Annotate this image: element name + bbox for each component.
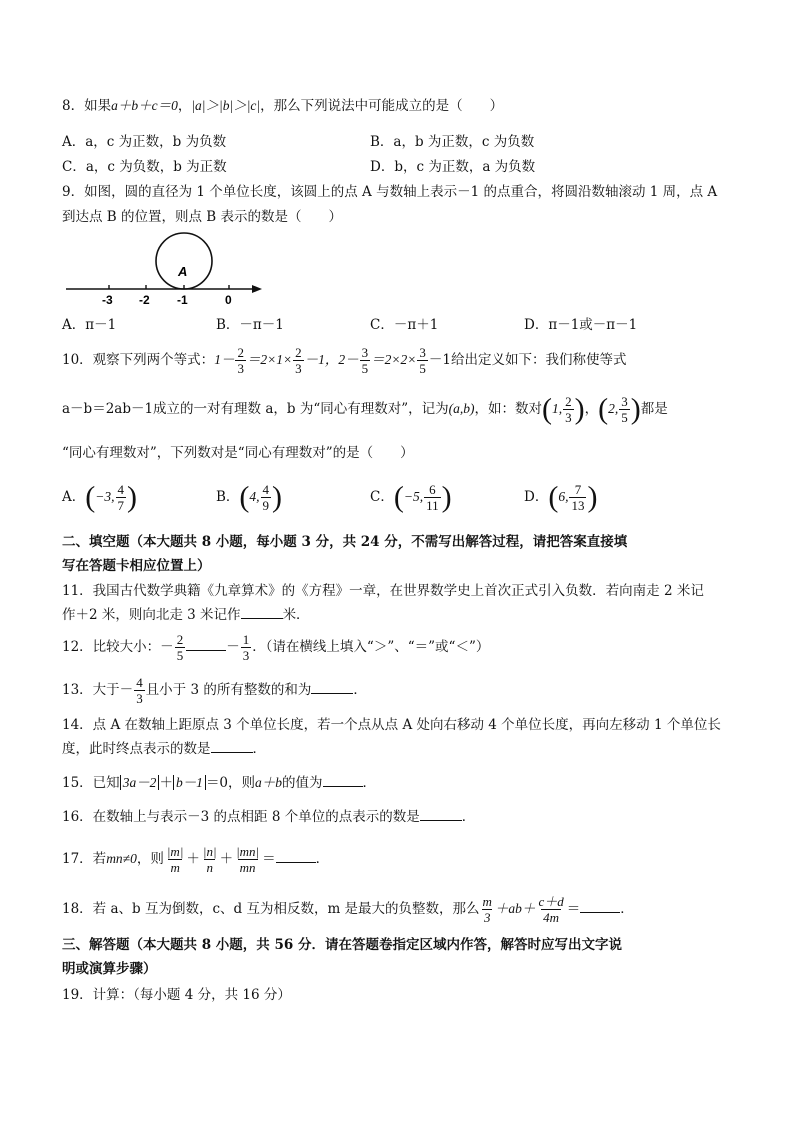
q11-line2: 作＋2 米，则向北走 3 米记作 米．: [62, 607, 310, 623]
q18-answer-blank[interactable]: [580, 900, 620, 913]
q15-line: 15．已知 3a－2 ＋ b－1 ＝0，则a＋b的值为 ．: [62, 775, 377, 791]
q17-line: 17．若mn≠0，则 $\frac{|m|}{m}$ ＋ $\frac{|n|}{n}$ ＋ $\frac{|mn|}{mn}$ ＝ ．: [62, 844, 330, 875]
q8-number: 8．: [62, 98, 85, 114]
q10-eq2-c: －1给出定义如下：我们称使等式: [428, 352, 627, 368]
q9-option-b: B．－π－1: [216, 317, 284, 333]
q10-intro: 10．观察下列两个等式：: [62, 352, 215, 368]
q10-line1: [62, 343, 627, 377]
q13-answer-blank[interactable]: [311, 681, 353, 694]
q9-option-c: C．－π＋1: [370, 317, 439, 333]
q10-eq2-frac-a: $\frac{3}{5}$: [361, 345, 369, 376]
q9-number-line-figure: [62, 228, 272, 308]
q12-answer-blank[interactable]: [186, 638, 226, 651]
q9-tick-label-neg1: -1: [177, 293, 188, 307]
q10-option-a: A．(−3, $\frac{4}{7}$ ): [62, 480, 137, 514]
q10-line2-a: a－b＝2ab－1成立的一对有理数 a，b 为“同心有理数对”，记为: [62, 401, 449, 417]
q18-line: 18．若 a、b 互为倒数，c、d 互为相反数，m 是最大的负整数，那么 $\frac{m}{3}$ ＋ab＋ $\frac{c+d}{4m}$ ＝ ．: [62, 894, 634, 925]
q9-tick-label-0: 0: [225, 293, 232, 307]
q11-line1: 11．我国古代数学典籍《九章算术》的《方程》一章，在世界数学史上首次正式引入负数．若向南走 2 米记: [62, 583, 704, 599]
q14-answer-blank[interactable]: [211, 740, 253, 753]
q12-line: 12．比较大小：－ $\frac{2}{5}$ － $\frac{1}{3}$ ．（请在横线上填入“＞”、“＝”或“＜”）: [62, 632, 490, 663]
q9-axis-arrow: [252, 285, 262, 293]
q10-option-d: D．(6, $\frac{7}{13}$ ): [524, 480, 598, 514]
q8-option-c: C．a，c 为负数，b 为正数: [62, 159, 227, 175]
section2-heading-line1: 二、填空题（本大题共 8 小题，每小题 3 分，共 24 分，不需写出解答过程，请把答案直接填: [62, 534, 628, 550]
q10-example-pair2-frac: $\frac{3}{5}$: [621, 394, 628, 425]
q8-condition-abs: |a|＞|b|＞|c|: [191, 98, 261, 113]
q8-condition-sum: a＋b＋c＝0: [111, 98, 178, 113]
section3-heading-line1: 三、解答题（本大题共 8 小题，共 56 分．请在答题卷指定区域内作答，解答时应写出文字说: [62, 937, 622, 953]
q17-answer-blank[interactable]: [276, 850, 316, 863]
section3-heading-line2: 明或演算步骤）: [62, 961, 157, 977]
q9-stem-line1: 9．如图，圆的直径为 1 个单位长度，该圆上的点 A 与数轴上表示－1 的点重合，将圆沿数轴滚动 1 周，点 A: [62, 184, 718, 200]
q9-tick-label-neg2: -2: [139, 293, 150, 307]
q10-eq2-frac-b: $\frac{3}{5}$: [419, 345, 426, 376]
q10-line3: “同心有理数对”，下列数对是“同心有理数对”的是（ ）: [62, 445, 414, 461]
q16-line: 16．在数轴上与表示－3 的点相距 8 个单位的点表示的数是 ．: [62, 809, 476, 825]
q9-point-a-label: A: [178, 264, 188, 279]
q10-option-b: B．(4, $\frac{4}{9}$ ): [216, 480, 283, 514]
q9-option-d: D．π－1或－π－1: [524, 317, 638, 333]
q9-circle: [156, 233, 212, 289]
q10-pair-notation: (a,b): [448, 401, 475, 416]
q8-prefix: 如果: [84, 98, 112, 114]
q16-answer-blank[interactable]: [420, 808, 462, 821]
q8-suffix: ，那么下列说法中可能成立的是（ ）: [260, 98, 504, 114]
q10-option-c: C．(−5, $\frac{6}{11}$ ): [370, 480, 452, 514]
q10-eq1-frac-a: $\frac{2}{3}$: [237, 345, 244, 376]
q11-answer-blank[interactable]: [241, 606, 283, 619]
q10-eq1-b: ＝2×1×: [246, 352, 293, 367]
q10-line2: a－b＝2ab－1成立的一对有理数 a，b 为“同心有理数对”，记为(a,b)，如：数对(1, $\frac{2}{3}$ )，(2, $\frac{3}{5}$ )都是: [62, 392, 668, 426]
q10-example-pair2-first: 2,: [608, 401, 619, 416]
q13-line: 13．大于－ $\frac{4}{3}$ 且小于 3 的所有整数的和为 ．: [62, 675, 367, 706]
q9-tick-label-neg3: -3: [102, 293, 113, 307]
q14-line1: 14．点 A 在数轴上距原点 3 个单位长度，若一个点从点 A 处向右移动 4 个单位长度，再向左移动 1 个单位长: [62, 717, 721, 733]
q10-eq2-b: ＝2×2×: [371, 352, 417, 367]
q9-option-a: A．π－1: [62, 317, 117, 333]
q15-answer-blank[interactable]: [323, 774, 363, 787]
q10-eq1-a: 1－: [214, 352, 235, 367]
q10-eq2-a: 2－: [338, 352, 359, 367]
q9-stem-line2: 到达点 B 的位置，则点 B 表示的数是（ ）: [62, 209, 343, 225]
q10-eq1-frac-b: $\frac{2}{3}$: [295, 345, 302, 376]
q10-example-pair1-first: 1,: [552, 401, 563, 416]
q19-line: 19．计算：（每小题 4 分，共 16 分）: [62, 987, 291, 1003]
q8-stem: 8．如果a＋b＋c＝0，|a|＞|b|＞|c|，那么下列说法中可能成立的是（ ）: [62, 98, 504, 114]
q10-example-pair1-frac: $\frac{2}{3}$: [565, 394, 572, 425]
q10-eq1-c: －1，: [304, 352, 339, 367]
section2-heading-line2: 写在答题卡相应位置上）: [62, 558, 211, 574]
q8-option-d: D．b，c 为正数，a 为负数: [370, 159, 536, 175]
q10-line2-c: 都是: [640, 401, 668, 417]
q8-option-b: B．a，b 为正数，c 为负数: [370, 134, 535, 150]
q14-line2: 度，此时终点表示的数是 ．: [62, 741, 266, 757]
q8-option-a: A．a，c 为正数，b 为负数: [62, 134, 227, 150]
q10-line2-b: ，如：数对: [474, 401, 543, 417]
